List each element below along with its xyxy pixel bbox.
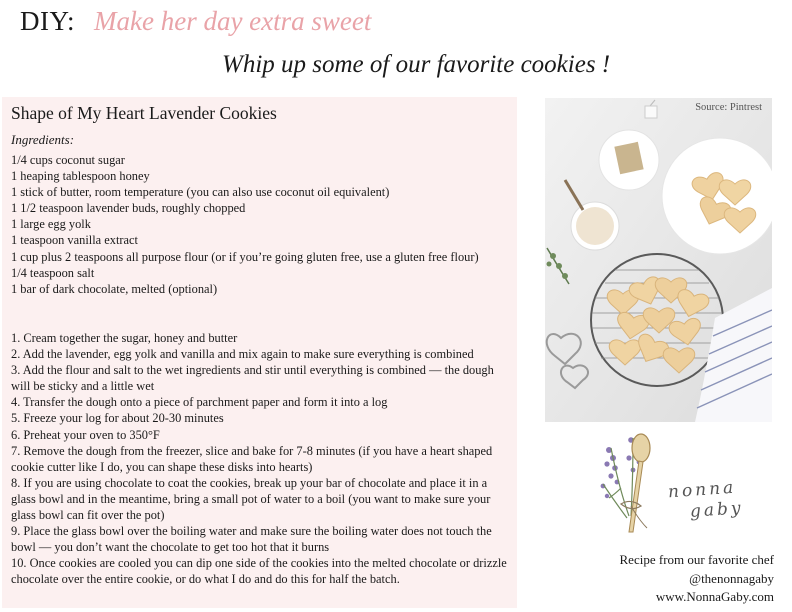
ingredient-item: 1/4 cups coconut sugar [11, 153, 125, 167]
ingredient-item: 1 stick of butter, room temperature (you can also use coconut oil equivalent) [11, 185, 390, 200]
header-tagline: Make her day extra sweet [94, 6, 372, 36]
steps-list [11, 330, 511, 588]
step-item: 2. Add the lavender, egg yolk and vanilla and mix again to make sure everything is combined [11, 347, 474, 362]
recipe-title: Shape of My Heart Lavender Cookies [11, 103, 277, 123]
step-item: 7. Remove the dough from the freezer, slice and bake for 7-8 minutes (if you have a heart shaped cookie cutter like I do, you can shape these disks into hearts) [11, 443, 493, 474]
recipe-panel [2, 97, 517, 608]
photo-credit: Source: Pintrest [695, 102, 762, 113]
step-item: 3. Add the flour and salt to the wet ingredients and stir until everything is combined — the dough will be sticky and a little wet [11, 363, 494, 394]
ingredient-item: 1 large egg yolk [11, 217, 91, 232]
cookies-illustration [545, 98, 772, 422]
ingredient-item: 1 cup plus 2 teaspoons all purpose flour (or if you’re going gluten free, use a gluten free flour) [11, 249, 479, 264]
step-item: 1. Cream together the sugar, honey and butter [11, 331, 238, 345]
footer-website-link[interactable]: www.NonnaGaby.com [655, 589, 774, 604]
step-item: 10. Once cookies are cooled you can dip one side of the cookies into the melted chocolate or drizzle chocolate over the entire cookie, or do what I do and do this for half the batch. [11, 556, 507, 587]
footer-handle[interactable]: @thenonnagaby [689, 570, 774, 586]
ingredients-heading: Ingredients: [11, 132, 75, 147]
subtitle: Whip up some of our favorite cookies ! [222, 51, 611, 78]
footer-line: Recipe from our favorite chef [619, 552, 774, 567]
step-item: 6. Preheat your oven to 350°F [11, 427, 160, 442]
ingredient-item: 1 teaspoon vanilla extract [11, 233, 138, 248]
ingredient-item: 1 heaping tablespoon honey [11, 169, 150, 184]
cookies-photo [545, 98, 772, 422]
step-item: 4. Transfer the dough onto a piece of parchment paper and form it into a log [11, 395, 388, 410]
step-item: 5. Freeze your log for about 20-30 minutes [11, 411, 224, 426]
ingredient-item: 1 1/2 teaspoon lavender buds, roughly chopped [11, 201, 246, 216]
footer-credit [590, 551, 774, 607]
step-item: 9. Place the glass bowl over the boiling water and make sure the boiling water does not touch the bowl — you don’t want the chocolate to get too hot that it burns [11, 524, 492, 555]
logo-word-nonna: nonna [667, 477, 737, 503]
header-label: DIY: [20, 6, 76, 36]
ingredient-list [11, 152, 479, 297]
logo-word-gaby: gaby [689, 498, 745, 522]
ingredient-item: 1 bar of dark chocolate, melted (optional) [11, 281, 218, 296]
step-item: 8. If you are using chocolate to coat the cookies, break up your bar of chocolate and place it in a glass bowl and in the meantime, bring a small pot of water to a boil (you want to make sure your glass bowl can fit over the pot) [11, 475, 491, 523]
ingredient-item: 1/4 teaspoon salt [11, 265, 95, 280]
